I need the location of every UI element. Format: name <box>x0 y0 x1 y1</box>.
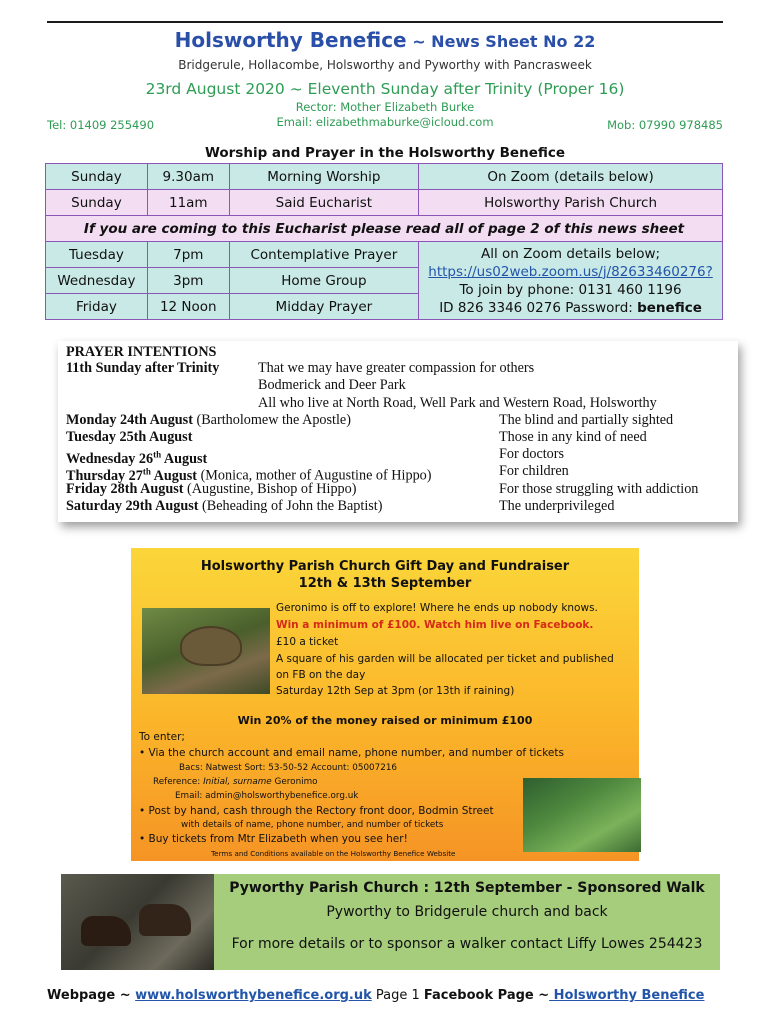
prayer-day <box>66 498 382 515</box>
service-name: Morning Worship <box>229 164 418 190</box>
reference-line <box>153 776 318 789</box>
prayer-day <box>66 481 356 498</box>
walk-route: Pyworthy to Bridgerule church and back <box>326 904 608 920</box>
to-enter: To enter; <box>139 731 185 743</box>
worship-heading: Worship and Prayer in the Holsworthy Benefice <box>204 145 566 161</box>
facebook-link[interactable]: Holsworthy Benefice <box>549 988 705 1003</box>
prayer-day-date: Monday 24th August <box>66 412 193 428</box>
reference-value: Initial, surname <box>203 777 272 787</box>
service-time: 7pm <box>147 242 229 268</box>
prayer-day-date: Friday 28th August <box>66 481 184 497</box>
terms-line: Terms and Conditions available on the Holsworthy Benefice Website <box>211 849 456 858</box>
table-row <box>46 216 723 242</box>
mobile: Mob: 07990 978485 <box>607 118 723 132</box>
garden-photo <box>523 778 641 852</box>
service-name: Home Group <box>229 268 418 294</box>
service-day: Sunday <box>46 190 148 216</box>
gift-day-flyer <box>131 548 639 861</box>
table-row <box>46 190 723 216</box>
sunday-intention: All who live at North Road, Well Park and Western Road, Holsworthy <box>258 395 657 411</box>
enter-bullet: • Buy tickets from Mtr Elizabeth when you see her! <box>139 833 408 845</box>
prayer-day <box>66 412 351 429</box>
rector-name: Rector: Mother Elizabeth Burke <box>295 100 475 114</box>
bacs-details: Bacs: Natwest Sort: 53-50-52 Account: 05007216 <box>179 763 398 773</box>
prayer-day-saint: (Augustine, Bishop of Hippo) <box>183 481 357 497</box>
service-day: Tuesday <box>46 242 148 268</box>
prayer-day-saint: (Monica, mother of Augustine of Hippo) <box>197 467 432 484</box>
gift-day-title-line: Holsworthy Parish Church Gift Day and Fundraiser <box>200 559 570 574</box>
prayer-day-saint: (Bartholomew the Apostle) <box>192 412 351 428</box>
prayer-day-intention: For doctors <box>499 446 565 462</box>
boot-left <box>81 916 131 946</box>
walk-panel <box>214 874 720 970</box>
prayer-intentions-box <box>58 341 738 522</box>
prayer-day-date: Saturday 29th August <box>66 498 199 514</box>
service-name: Midday Prayer <box>229 294 418 320</box>
service-place: On Zoom (details below) <box>419 164 723 190</box>
prayer-day-intention: For children <box>499 463 569 479</box>
prayer-day-intention: The underprivileged <box>499 498 615 514</box>
gift-line: £10 a ticket <box>276 636 339 648</box>
service-time: 3pm <box>147 268 229 294</box>
walk-contact: For more details or to sponsor a walker contact Liffy Lowes 254423 <box>231 936 703 952</box>
zoom-details <box>419 242 723 320</box>
webpage-link[interactable]: www.holsworthybenefice.org.uk <box>135 988 372 1003</box>
service-place: Holsworthy Parish Church <box>419 190 723 216</box>
sunday-label-text: 11th Sunday after Trinity <box>66 360 220 376</box>
footer <box>47 987 723 1005</box>
gift-line: Geronimo is off to explore! Where he ends up nobody knows. <box>276 602 598 614</box>
date-line: 23rd August 2020 ~ Eleventh Sunday after Trinity (Proper 16) <box>145 80 625 98</box>
service-name: Said Eucharist <box>229 190 418 216</box>
webpage-label: Webpage ~ <box>47 988 136 1003</box>
sunday-intention: That we may have greater compassion for others <box>258 360 535 376</box>
gift-line: A square of his garden will be allocated per ticket and published <box>276 653 614 665</box>
zoom-id-line <box>423 299 718 317</box>
table-row <box>46 164 723 190</box>
service-time: 9.30am <box>147 164 229 190</box>
sunday-label <box>66 360 219 377</box>
prayer-day-intention: For those struggling with addiction <box>499 481 699 497</box>
page-number: Page 1 <box>371 988 424 1003</box>
sponsored-walk-banner <box>61 874 720 970</box>
prayer-day-intention: The blind and partially sighted <box>499 412 674 428</box>
walk-title: Pyworthy Parish Church : 12th September - Sponsored Walk <box>229 880 705 896</box>
reference-label: Reference: <box>153 777 204 787</box>
zoom-intro: All on Zoom details below; <box>480 245 661 262</box>
zoom-link[interactable]: https://us02web.zoom.us/j/82633460276? <box>428 263 713 280</box>
gift-day-dates: 12th & 13th September <box>298 575 472 591</box>
top-rule <box>47 21 723 23</box>
gift-prize-line: Win a minimum of £100. Watch him live on Facebook. <box>276 619 594 631</box>
zoom-id: ID 826 3346 0276 Password: <box>439 299 638 316</box>
service-name: Contemplative Prayer <box>229 242 418 268</box>
admin-email[interactable]: Email: admin@holsworthybenefice.org.uk <box>175 791 359 801</box>
boot-right <box>139 904 191 936</box>
page-title <box>47 27 723 55</box>
prayer-day-date-post: August <box>150 467 198 484</box>
post-details: with details of name, phone number, and number of tickets <box>181 820 444 830</box>
zoom-password: benefice <box>637 299 702 316</box>
service-day: Sunday <box>46 164 148 190</box>
prayer-day-date-post: August <box>161 450 208 467</box>
rector-email[interactable]: Email: elizabethmaburke@icloud.com <box>276 115 494 129</box>
enter-bullet: • Post by hand, cash through the Rectory front door, Bodmin Street <box>139 805 494 817</box>
prayer-day-saint: (Beheading of John the Baptist) <box>198 498 383 514</box>
prayer-day-date-pre: Wednesday 26 <box>66 450 154 467</box>
prayer-day-intention: Those in any kind of need <box>499 429 647 445</box>
facebook-label: Facebook Page ~ <box>423 988 550 1003</box>
gift-line: Saturday 12th Sep at 3pm (or 13th if raining) <box>276 685 515 697</box>
prayer-heading <box>66 344 216 361</box>
prayer-heading-text: PRAYER INTENTIONS <box>66 344 217 360</box>
tortoise-photo <box>142 608 270 694</box>
walking-boots-photo <box>61 874 214 970</box>
prayer-day-date-pre: Thursday 27 <box>66 467 143 484</box>
title-separator: ~ <box>406 32 432 51</box>
parish-list: Bridgerule, Hollacombe, Holsworthy and Pyworthy with Pancrasweek <box>178 58 592 72</box>
service-time: 12 Noon <box>147 294 229 320</box>
worship-table <box>45 163 723 320</box>
gift-line: on FB on the day <box>276 669 366 681</box>
sunday-intention: Bodmerick and Deer Park <box>258 377 406 393</box>
prayer-day-date: Tuesday 25th August <box>66 429 193 445</box>
contact-row <box>47 100 723 132</box>
service-day: Wednesday <box>46 268 148 294</box>
tortoise-shell <box>180 626 242 666</box>
table-row <box>46 242 723 268</box>
gift-day-title <box>131 559 639 592</box>
service-day: Friday <box>46 294 148 320</box>
prayer-day <box>66 429 192 446</box>
enter-bullet: • Via the church account and email name, phone number, and number of tickets <box>139 747 564 759</box>
reference-suffix: Geronimo <box>271 777 318 787</box>
win-line: Win 20% of the money raised or minimum £100 <box>237 714 533 727</box>
prayer-day-date-sup: th <box>142 466 151 476</box>
service-time: 11am <box>147 190 229 216</box>
eucharist-note: If you are coming to this Eucharist please read all of page 2 of this news sheet <box>46 216 723 242</box>
zoom-phone: To join by phone: 0131 460 1196 <box>459 281 682 298</box>
masthead <box>47 27 723 99</box>
telephone: Tel: 01409 255490 <box>47 118 155 132</box>
news-sheet-number: News Sheet No 22 <box>431 32 596 51</box>
prayer-day-date-sup: th <box>153 449 162 459</box>
benefice-name: Holsworthy Benefice <box>174 28 407 52</box>
